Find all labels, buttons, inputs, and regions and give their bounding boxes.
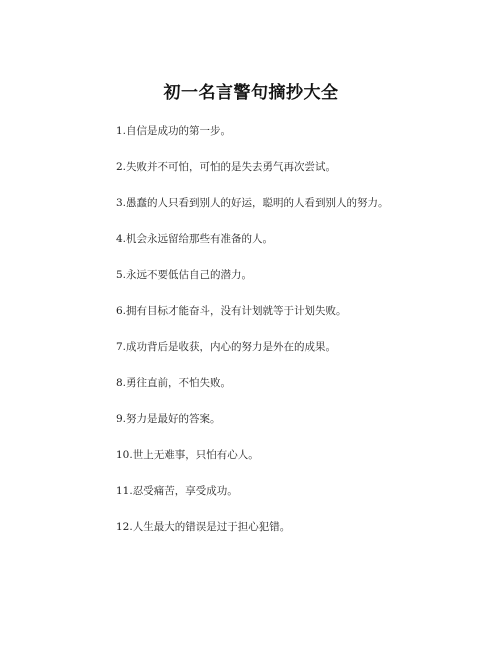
quote-item-8: 8.勇往直前，不怕失败。 [116,377,232,389]
quote-item-9: 9.努力是最好的答案。 [116,413,221,425]
quote-item-7: 7.成功背后是收获，内心的努力是外在的成果。 [116,341,337,353]
quote-item-6: 6.拥有目标才能奋斗，没有计划就等于计划失败。 [116,305,347,317]
quote-item-3: 3.愚蠢的人只看到别人的好运，聪明的人看到别人的努力。 [116,197,389,209]
quote-item-4: 4.机会永远留给那些有准备的人。 [116,233,274,245]
quote-item-1: 1.自信是成功的第一步。 [116,125,232,137]
quote-item-2: 2.失败并不可怕，可怕的是失去勇气再次尝试。 [116,161,337,173]
page-title: 初一名言警句摘抄大全 [163,83,339,103]
quote-item-12: 12.人生最大的错误是过于担心犯错。 [116,521,291,533]
quote-item-11: 11.忍受痛苦，享受成功。 [116,485,238,497]
quote-list [116,124,389,556]
quote-item-5: 5.永远不要低估自己的潜力。 [116,269,253,281]
quote-item-10: 10.世上无难事，只怕有心人。 [116,449,259,461]
